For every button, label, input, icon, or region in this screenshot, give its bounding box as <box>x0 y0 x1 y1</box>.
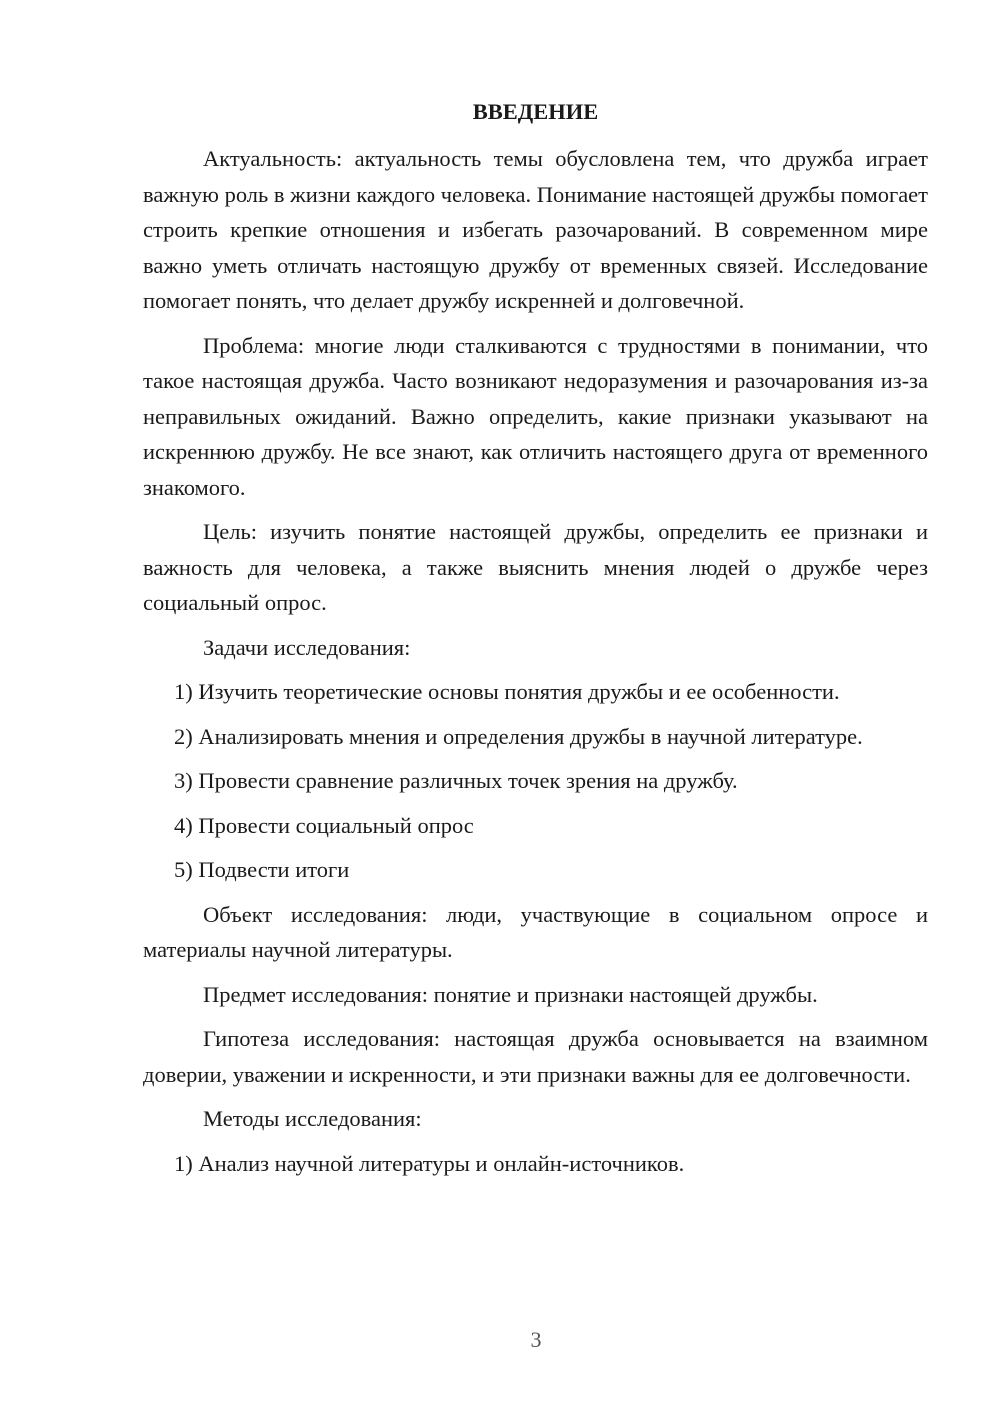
subject-paragraph: Предмет исследования: понятие и признаки настоящей дружбы. <box>203 981 818 1007</box>
hypothesis-paragraph: Гипотеза исследования: настоящая дружба основывается на взаимном доверии, уважении и искренности, и эти признаки важны для ее долговечности. <box>143 1026 928 1087</box>
task-item-4: 4) Провести социальный опрос <box>174 812 474 838</box>
tasks-heading: Задачи исследования: <box>203 634 411 660</box>
methods-heading: Методы исследования: <box>203 1106 422 1131</box>
task-item-3: 3) Провести сравнение различных точек зрения на дружбу. <box>174 768 738 793</box>
page-number: 3 <box>530 1327 542 1352</box>
object-paragraph: Объект исследования: люди, участвующие в социальном опросе и материалы научной литературы. <box>143 901 928 962</box>
task-item-1: 1) Изучить теоретические основы понятия дружбы и ее особенности. <box>174 679 840 704</box>
section-title: ВВЕДЕНИЕ <box>472 99 599 124</box>
method-item-1: 1) Анализ научной литературы и онлайн-источников. <box>174 1150 685 1176</box>
task-item-5: 5) Подвести итоги <box>174 857 350 882</box>
problem-paragraph: Проблема: многие люди сталкиваются с трудностями в понимании, что такое настоящая дружба. Часто возникают недоразумения и разочарования из-за неправильных ожиданий. Важно определить, какие признаки указывают на искреннюю дружбу. Не все знают, как отличить настоящего друга от временного знакомого. <box>143 332 928 500</box>
task-item-2: 2) Анализировать мнения и определения дружбы в научной литературе. <box>174 723 863 749</box>
goal-paragraph: Цель: изучить понятие настоящей дружбы, определить ее признаки и важность для человека, а также выяснить мнения людей о дружбе через социальный опрос. <box>143 519 928 615</box>
document-page <box>143 94 928 1190</box>
relevance-paragraph: Актуальность: актуальность темы обусловлена тем, что дружба играет важную роль в жизни каждого человека. Понимание настоящей дружбы помогает строить крепкие отношения и избегать разочарований. В современном мире важно уметь отличать настоящую дружбу от временных связей. Исследование помогает понять, что делает дружбу искренней и долговечной. <box>143 146 929 313</box>
